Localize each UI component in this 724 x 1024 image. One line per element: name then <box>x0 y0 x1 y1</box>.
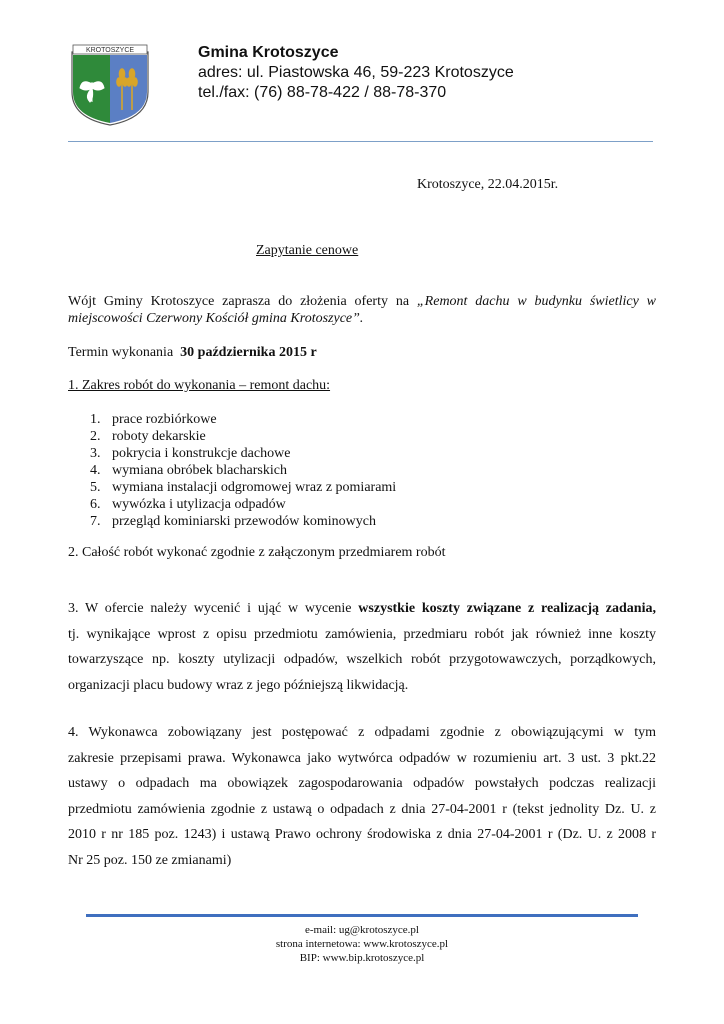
municipality-address: adres: ul. Piastowska 46, 59-223 Krotoszyce <box>198 64 514 81</box>
invitation-lead: Wójt Gminy Krotoszyce zaprasza do złożenia oferty na <box>68 294 417 309</box>
coat-of-arms-logo <box>70 44 150 126</box>
section3-bold: wszystkie koszty związane z realizacją zadania, <box>358 601 656 616</box>
invitation-subject: „Remont dachu w budynku świetlicy w miejscowości Czerwony Kościół gmina Krotoszyce”. <box>68 294 656 326</box>
municipality-phone: tel./fax: (76) 88-78-422 / 88-78-370 <box>198 84 447 101</box>
list-item: 7. przegląd kominiarski przewodów kominowych <box>90 514 376 529</box>
list-item: 1. prace rozbiórkowe <box>90 412 217 427</box>
municipality-name: Gmina Krotoszyce <box>198 44 339 61</box>
section1-heading: 1. Zakres robót do wykonania – remont dachu: <box>68 378 331 393</box>
list-item: 6. wywózka i utylizacja odpadów <box>90 497 286 512</box>
deadline-label: Termin wykonania <box>68 345 174 360</box>
header-divider <box>68 141 653 142</box>
footer-email: e-mail: ug@krotoszyce.pl <box>305 924 419 936</box>
invitation-paragraph <box>68 293 656 327</box>
svg-text:KROTOSZYCE: KROTOSZYCE <box>85 47 135 55</box>
scope-list <box>90 411 396 530</box>
deadline-value: 30 października 2015 r <box>180 345 317 360</box>
deadline-line <box>68 345 317 361</box>
section3-paragraph: 3. W ofercie należy wycenić i ująć w wycenie wszystkie koszty związane z realizacją zadania, tj. wynikające wprost z opisu przedmiotu zamówienia, przedmiaru robót jak również inne koszty towarzyszące np. koszty utylizacji odpadów, wszelkich robót przygotowawczych, porządkowych, organizacji placu budowy wraz z jego późniejszą likwidacją. <box>68 601 656 693</box>
footer-bip: BIP: www.bip.krotoszyce.pl <box>299 952 425 964</box>
footer-divider <box>86 914 638 917</box>
list-item: 4. wymiana obróbek blacharskich <box>90 463 287 478</box>
section2-paragraph: 2. Całość robót wykonać zgodnie z załączonym przedmiarem robót <box>68 545 446 560</box>
section4-paragraph: 4. Wykonawca zobowiązany jest postępować z odpadami zgodnie z obowiązującymi w tym zakresie przepisami prawa. Wykonawca jako wytwórca odpadów w rozumieniu art. 3 ust. 3 pkt.22 ustawy o odpadach ma obowiązek zagospodarowania odpadów powstałych podczas realizacji przedmiotu zamówienia zgodnie z ustawą o odpadach z dnia 27-04-2001 r (tekst jednolity Dz. U. z 2010 r nr 185 poz. 1243) i ustawą Prawo ochrony środowiska z dnia 27-04-2001 r (Dz. U. z 2008 r Nr 25 poz. 150 ze zmianami) <box>68 725 656 868</box>
list-item: 5. wymiana instalacji odgromowej wraz z pomiarami <box>90 480 397 495</box>
document-title: Zapytanie cenowe <box>256 243 359 258</box>
footer-website: strona internetowa: www.krotoszyce.pl <box>275 938 449 950</box>
list-item: 3. pokrycia i konstrukcje dachowe <box>90 446 291 461</box>
list-item: 2. roboty dekarskie <box>90 429 206 444</box>
document-date: Krotoszyce, 22.04.2015r. <box>417 177 559 192</box>
